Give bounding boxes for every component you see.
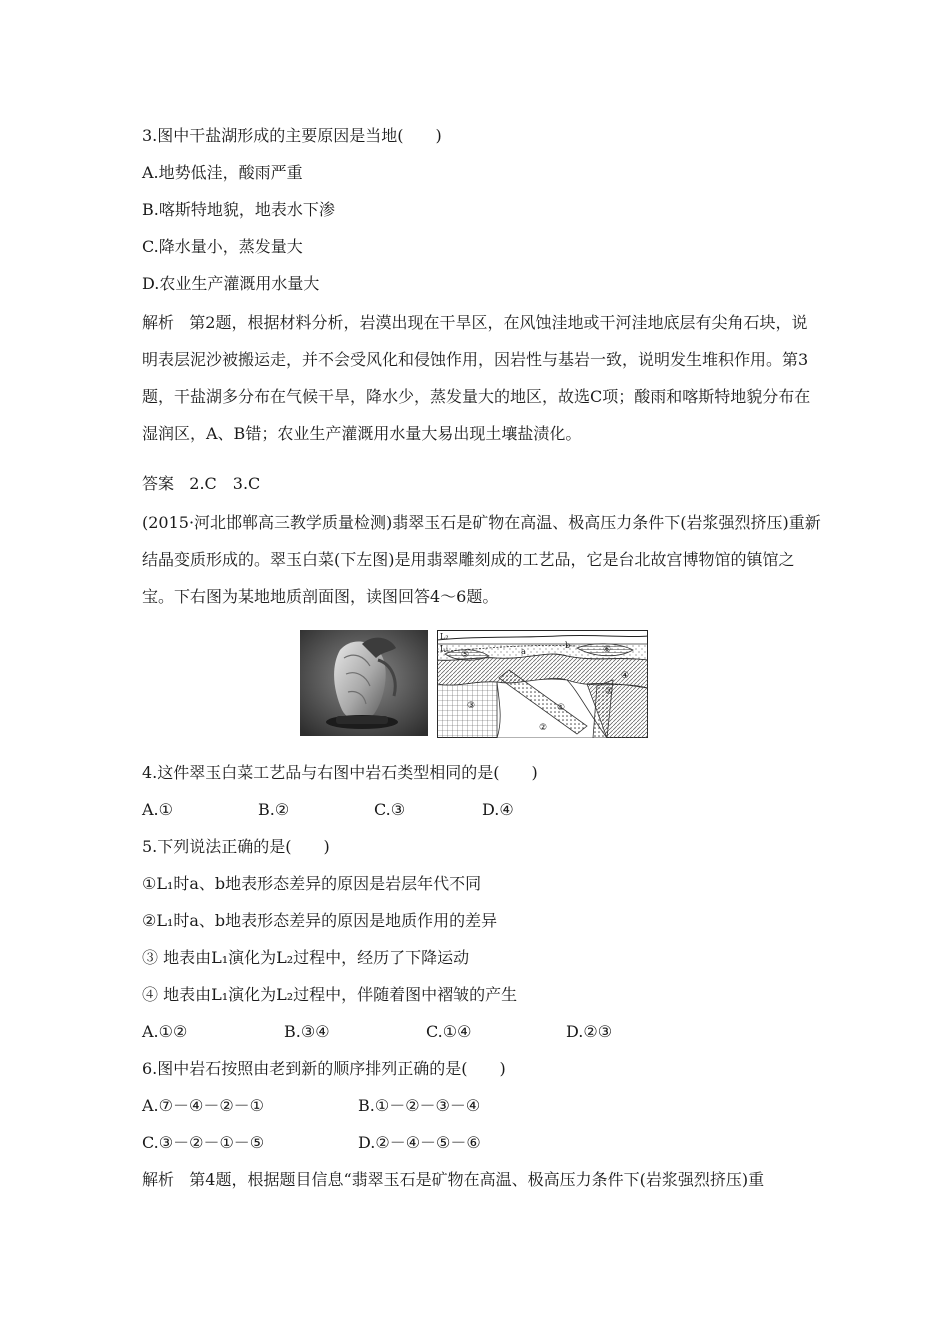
label-a: a [521,647,526,656]
answer-tag: 答案 [142,474,175,493]
analysis-block-1 [142,304,822,452]
analysis-tag: 解析 [142,313,175,332]
q4-option-c: C.③ [374,800,406,819]
analysis-block-2 [142,1170,764,1190]
label-l2: L₂ [440,632,449,641]
q5-option-a: A.①② [142,1022,188,1041]
label-5: ⑤ [461,650,470,660]
q4-option-a: A.① [142,800,173,819]
q5-statement-3: ③ 地表由L₁演化为L₂过程中，经历了下降运动 [142,948,470,967]
q5-statement-2: ②L₁时a、b地表形态差异的原因是地质作用的差异 [142,911,498,930]
jade-cabbage-photo [300,630,428,736]
answer-block-1 [142,474,260,494]
q5-stem: 5.下列说法正确的是( ) [142,837,330,856]
q5-statement-4: ④ 地表由L₁演化为L₂过程中，伴随着图中褶皱的产生 [142,985,518,1004]
q6-option-a: A.⑦－④－②－① [142,1096,265,1115]
label-l1: L₁ [440,644,449,653]
q4-option-b: B.② [258,800,290,819]
label-4: ④ [621,671,630,681]
q5-option-b: B.③④ [284,1022,330,1041]
q3-option-a: A.地势低洼，酸雨严重 [142,163,303,182]
q6-option-c: C.③－②－①－⑤ [142,1133,265,1152]
label-1: ① [557,703,566,713]
answer-text: 2.C 3.C [189,474,261,493]
q3-stem: 3.图中干盐湖形成的主要原因是当地( ) [142,126,442,145]
figure-row [300,630,648,738]
material-intro: (2015·河北邯郸高三教学质量检测)翡翠玉石是矿物在高温、极高压力条件下(岩浆强烈挤压)重新结晶变质形成的。翠玉白菜(下左图)是用翡翠雕刻成的工艺品，它是台北故宫博物馆的镇馆之宝。下右图为某地地质剖面图，读图回答4～6题。 [142,513,821,606]
analysis-tag-2: 解析 [142,1170,175,1189]
q5-option-c: C.①④ [426,1022,472,1041]
q6-option-b: B.①－②－③－④ [358,1096,481,1115]
label-7: ⑦ [605,687,614,697]
geologic-cross-section [437,630,648,738]
q3-option-b: B.喀斯特地貌，地表水下渗 [142,200,335,219]
analysis-text: 第2题，根据材料分析，岩漠出现在干旱区，在风蚀洼地或干河洼地底层有尖角石块，说明表层泥沙被搬运走，并不会受风化和侵蚀作用，因岩性与基岩一致，说明发生堆积作用。第3题，干盐湖多分布在气候干旱，降水少，蒸发量大的地区，故选C项；酸雨和喀斯特地貌分布在湿润区，A、B错；农业生产灌溉用水量大易出现土壤盐渍化。 [142,313,811,443]
q4-stem: 4.这件翠玉白菜工艺品与右图中岩石类型相同的是( ) [142,763,538,782]
label-b: b [565,641,571,650]
q6-option-d: D.②－④－⑤－⑥ [358,1133,481,1152]
q5-option-d: D.②③ [566,1022,613,1041]
q6-stem: 6.图中岩石按照由老到新的顺序排列正确的是( ) [142,1059,506,1078]
q3-option-d: D.农业生产灌溉用水量大 [142,274,320,293]
q5-statement-1: ①L₁时a、b地表形态差异的原因是岩层年代不同 [142,874,482,893]
label-6: ⑥ [603,645,612,655]
q4-option-d: D.④ [482,800,514,819]
label-2: ② [539,723,548,733]
label-3: ③ [467,701,476,711]
q3-option-c: C.降水量小，蒸发量大 [142,237,303,256]
analysis-text-2: 第4题，根据题目信息“翡翠玉石是矿物在高温、极高压力条件下(岩浆强烈挤压)重 [189,1170,765,1189]
